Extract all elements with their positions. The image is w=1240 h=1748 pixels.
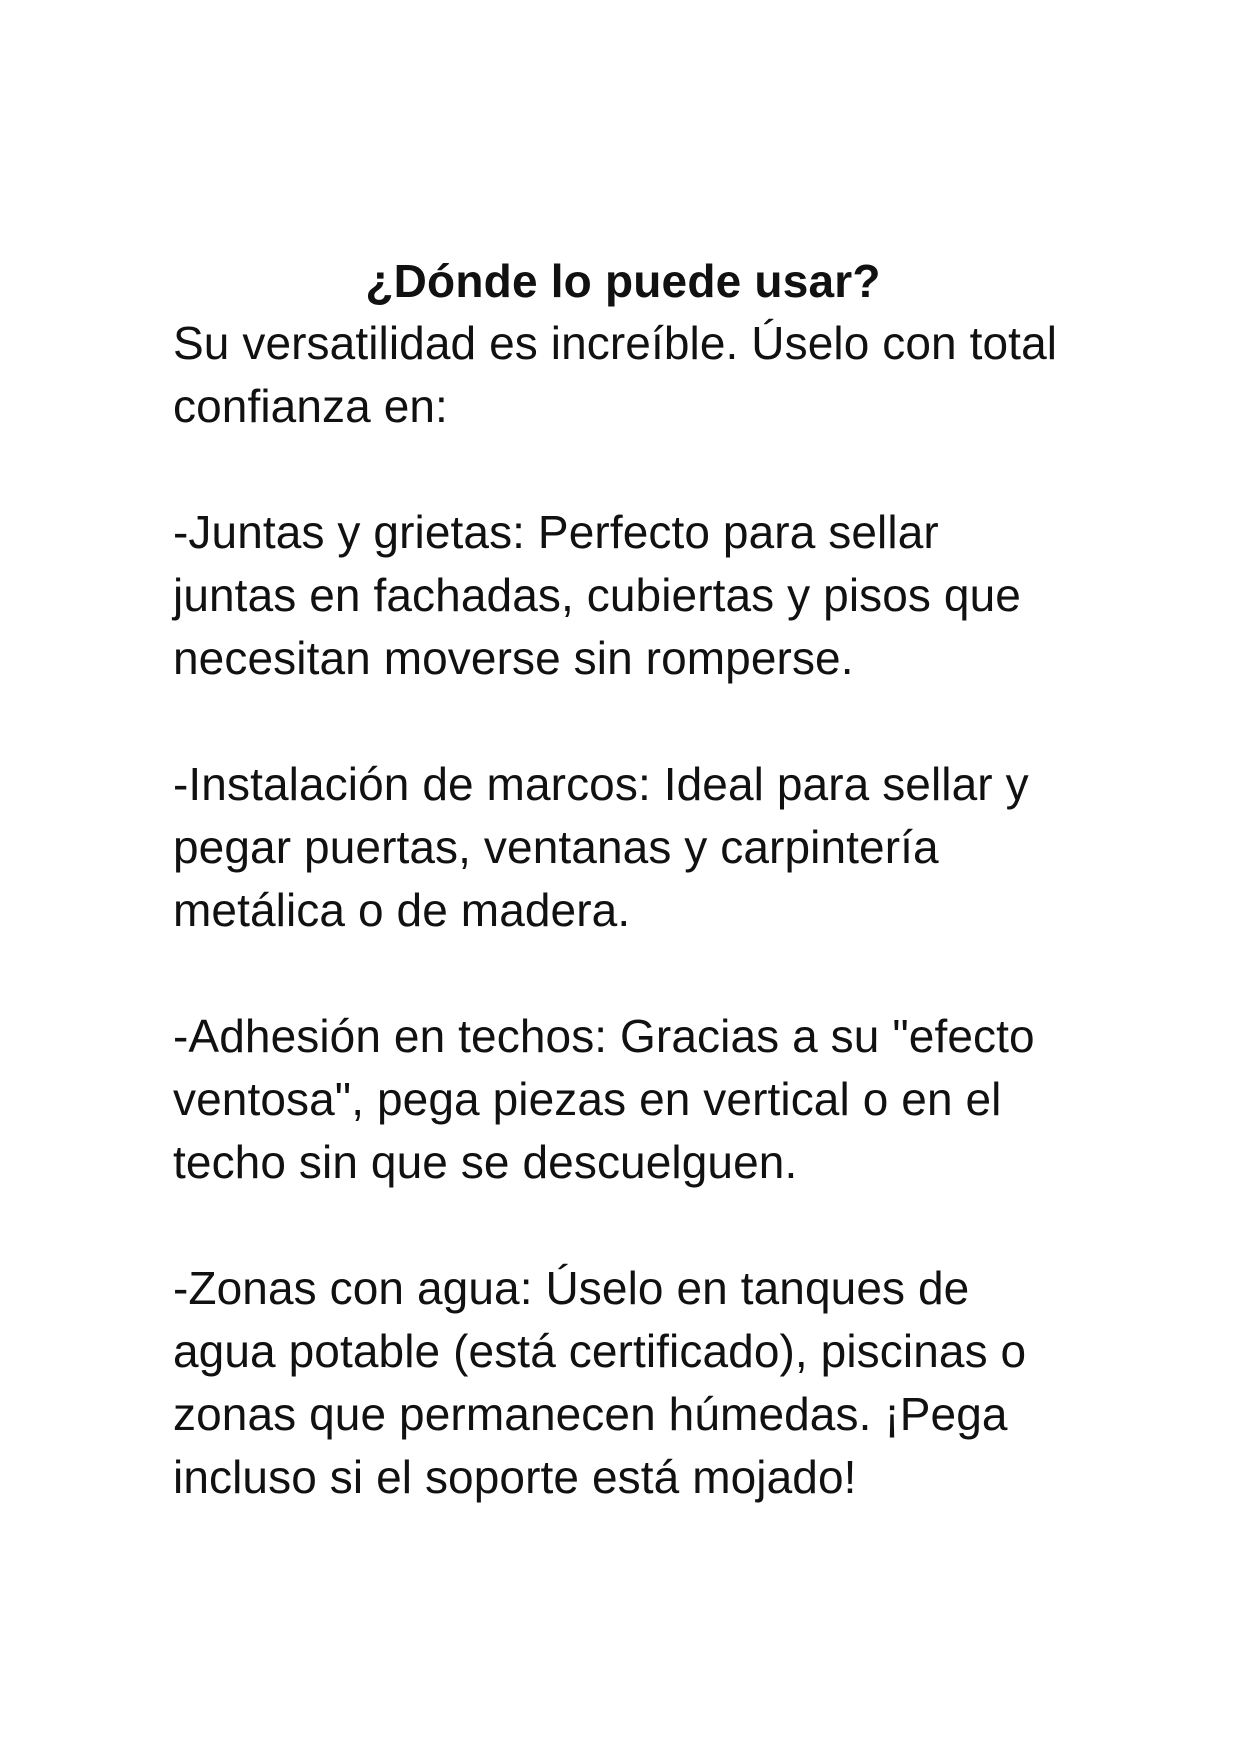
use-case-joints: -Juntas y grietas: Perfecto para sellar juntas en fachadas, cubiertas y pisos que necesitan moverse sin romperse. <box>173 506 1021 684</box>
paragraph-spacer <box>173 438 1073 501</box>
use-case-frames: -Instalación de marcos: Ideal para sellar y pegar puertas, ventanas y carpintería metálica o de madera. <box>173 758 1029 936</box>
paragraph-spacer <box>173 1194 1073 1257</box>
use-case-ceilings: -Adhesión en techos: Gracias a su "efecto ventosa", pega piezas en vertical o en el techo sin que se descuelguen. <box>173 1010 1035 1188</box>
paragraph-spacer <box>173 690 1073 753</box>
intro-paragraph: Su versatilidad es increíble. Úselo con total confianza en: <box>173 317 1058 432</box>
use-case-water-areas: -Zonas con agua: Úselo en tanques de agua potable (está certificado), piscinas o zonas que permanecen húmedas. ¡Pega incluso si el soporte está mojado! <box>173 1262 1027 1503</box>
paragraph-spacer <box>173 942 1073 1005</box>
page-title: ¿Dónde lo puede usar? <box>365 255 881 307</box>
document-content <box>173 250 1073 1509</box>
